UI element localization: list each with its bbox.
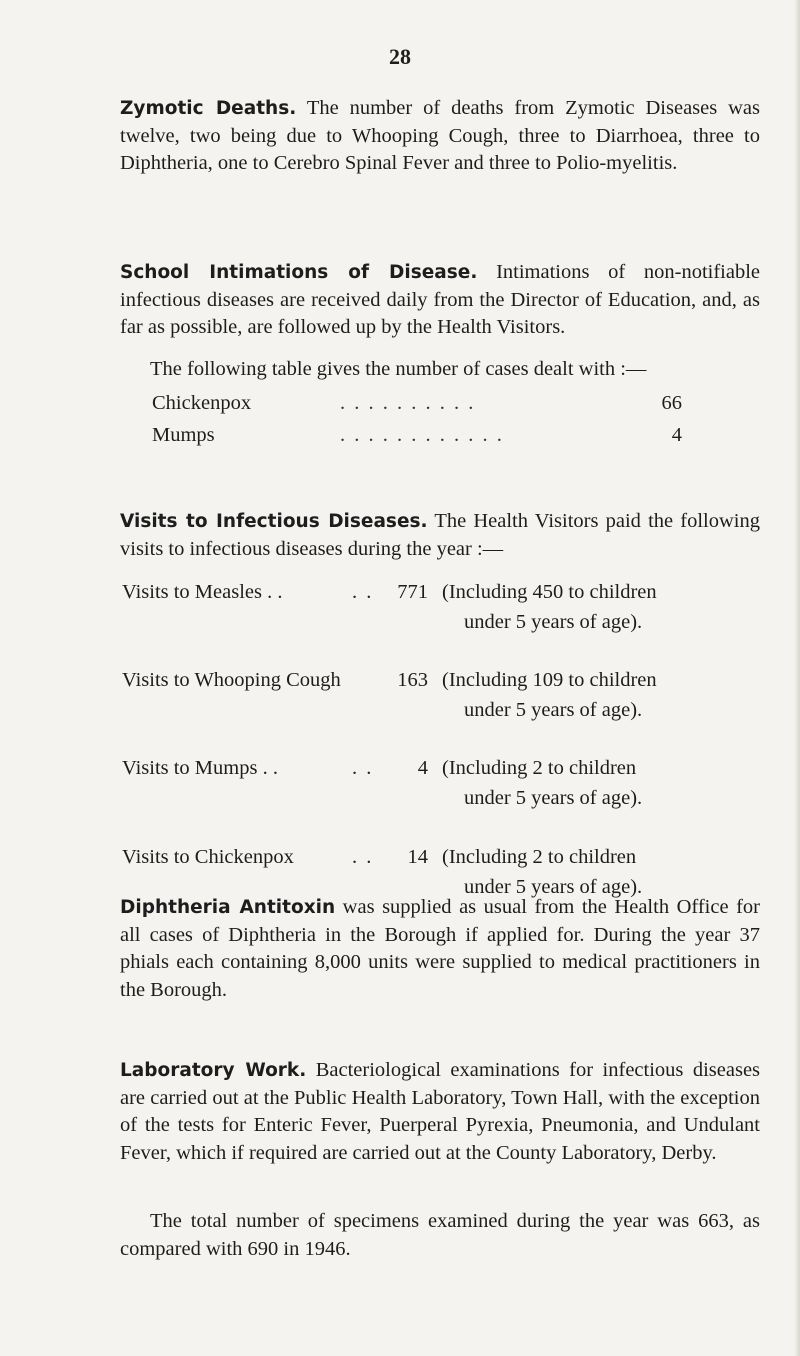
school-intimations-heading: School Intimations of Disease. <box>120 262 478 283</box>
diphtheria-text: was supplied as usual from the Health Office for all cases of Diphtheria in the Borough if applied for. During the year 37 phials each containing 8,000 units were supplied to medical practitioners in the Borough. <box>120 896 761 1001</box>
visits-note-line2: under 5 years of age). <box>464 876 643 898</box>
leader-dots: . . <box>352 846 374 868</box>
school-intimations-paragraph <box>120 259 760 342</box>
zymotic-deaths-heading: Zymotic Deaths. <box>120 98 297 119</box>
diphtheria-heading: Diphtheria Antitoxin <box>120 897 336 918</box>
cases-value: 4 <box>671 424 682 446</box>
table-row <box>122 669 762 729</box>
laboratory-text: Bacteriological examinations for infectious diseases are carried out at the Public Health Laboratory, Town Hall, with the exception of the tests for Enteric Fever, Puerperal Pyrexia, Pneumonia, and Undulant Fever, which if required are carried out at the County Laboratory, Derby. <box>120 1059 761 1164</box>
laboratory-paragraph <box>120 1057 760 1167</box>
zymotic-deaths-text: The number of deaths from Zymotic Diseases was twelve, two being due to Whooping Cough, three to Diarrhoea, three to Diphtheria, one to Cerebro Spinal Fever and three to Polio-myelitis. <box>120 97 761 175</box>
table-row <box>152 424 682 452</box>
visits-label: Visits to Mumps . . <box>122 757 278 779</box>
visits-count: 771 <box>397 581 428 603</box>
cases-label: Mumps <box>152 424 215 446</box>
leader-dots: . . <box>352 581 374 603</box>
visits-text: The Health Visitors paid the following visits to infectious diseases during the year :— <box>120 510 760 560</box>
cases-value: 66 <box>661 392 682 414</box>
visits-paragraph <box>120 508 760 563</box>
visits-note-line1: (Including 2 to children <box>442 757 637 779</box>
zymotic-deaths-paragraph <box>120 95 760 178</box>
visits-label: Visits to Whooping Cough <box>122 669 341 691</box>
visits-count: 163 <box>397 669 428 691</box>
cases-label: Chickenpox <box>152 392 252 414</box>
table-row <box>152 392 682 420</box>
cases-table-intro: The following table gives the number of cases dealt with :— <box>150 358 647 380</box>
specimens-total-paragraph: The total number of specimens examined during the year was 663, as compared with 690 in 1946. <box>120 1210 760 1260</box>
diphtheria-paragraph <box>120 894 760 1004</box>
visits-note-line2: under 5 years of age). <box>464 787 643 809</box>
leader-dots: . . <box>352 757 374 779</box>
leader-dots: . . . . . . . . . . . . <box>340 424 504 446</box>
page-edge-shadow <box>794 0 800 1356</box>
table-row <box>122 757 762 817</box>
school-intimations-text: Intimations of non-notifiable infectious diseases are received daily from the Director of Education, and, as far as possible, are followed up by the Health Visitors. <box>120 261 761 339</box>
leader-dots: . . . . . . . . . . <box>340 392 476 414</box>
visits-note-line1: (Including 109 to children <box>442 669 657 691</box>
visits-count: 4 <box>417 757 428 779</box>
visits-label: Visits to Measles . . <box>122 581 283 603</box>
visits-note-line2: under 5 years of age). <box>464 611 643 633</box>
table-row <box>122 581 762 641</box>
visits-note-line2: under 5 years of age). <box>464 699 643 721</box>
page-number: 28 <box>389 44 411 69</box>
visits-heading: Visits to Infectious Diseases. <box>120 511 428 532</box>
laboratory-heading: Laboratory Work. <box>120 1060 307 1081</box>
visits-count: 14 <box>407 846 428 868</box>
visits-note-line1: (Including 450 to children <box>442 581 657 603</box>
visits-label: Visits to Chickenpox <box>122 846 294 868</box>
visits-note-line1: (Including 2 to children <box>442 846 637 868</box>
